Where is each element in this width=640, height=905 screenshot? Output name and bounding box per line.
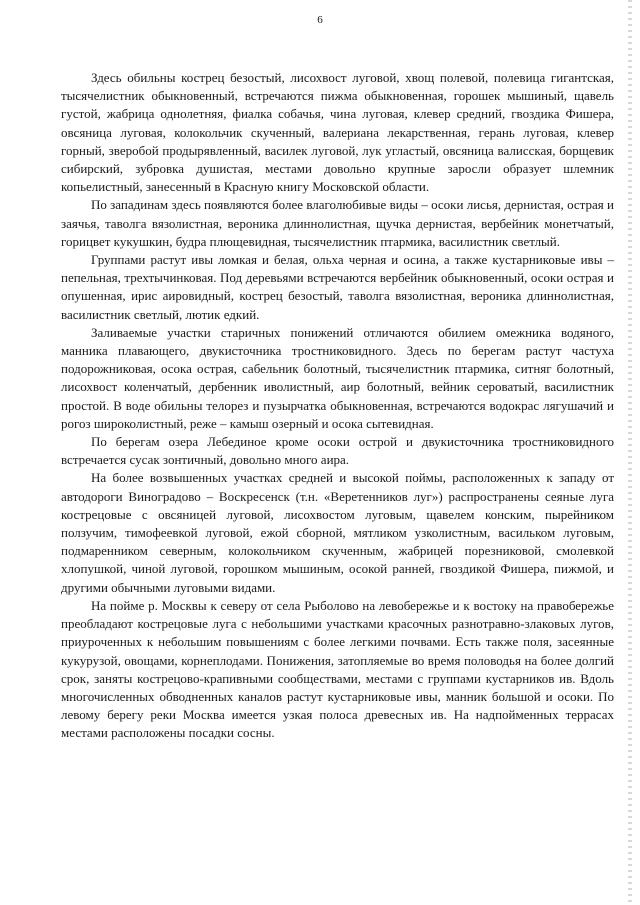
paragraph-meadow-species: Здесь обильны кострец безостый, лисохвост луговой, хвощ полевой, полевица гигантская, тысячелистник обыкновенный, встречаются пижма обыкновенная, горошек мышиный, щавель густой, жабрица однолетняя, фиалка собачья, чина луговая, клевер средний, гвоздика Фишера, овсяница луговая, колокольчик скученный, валериана лекарственная, герань луговая, клевер горный, зверобой продырявленный, василек луговой, лук угластый, овсяница валисская, борщевик сибирский, зубровка душистая, местами довольно крупные заросли образует шлемник копьелистный, занесенный в Красную книгу Московской области.: [61, 70, 614, 195]
paragraph-elevated-floodplain: На более возвышенных участках средней и высокой поймы, расположенных к западу от автодороги Виноградово – Воскресенск (т.н. «Веретенников луг») распространены сеяные луга кострецовые с овсяницей луговой, лисохвостом луговым, щавелем конским, пырейником ползучим, тимофеевкой луговой, ежой сборной, мятликом узколистным, васильком луговым, подмаренником северным, колокольчиком скученным, жабрицей порезниковой, смолевкой хлопушкой, чиной луговой, горошком мышиным, осокой ранней, гвоздикой Фишера, пижмой, и другими обычными луговыми видами.: [61, 470, 614, 595]
paragraph-willow-groups: Группами растут ивы ломкая и белая, ольха черная и осина, а также кустарниковые ивы – пепельная, трехтычинковая. Под деревьями встречаются вербейник обыкновенный, осоки острая и опушенная, ирис аировидный, кострец безостый, таволга вязолистная, вероника длиннолистная, василистник светлый, лютик едкий.: [61, 252, 614, 322]
scan-edge-mark: [628, 0, 632, 905]
paragraph-oxbow-areas: Заливаемые участки старичных понижений отличаются обилием омежника водяного, манника плавающего, двукисточника тростниковидного. Здесь по берегам растут частуха подорожниковая, осока острая, сабельник болотный, тысячелистник птармика, ситняг болотный, лисохвост коленчатый, дербенник иволистный, аир болотный, вейник сероватый, василистник простой. В воде обильны телорез и пузырчатка обыкновенная, встречаются водокрас лягушачий и рогоз широколистный, реже – камыш озерный и осока сытевидная.: [61, 324, 614, 431]
page-number: 6: [317, 14, 323, 26]
document-body: [61, 69, 614, 743]
paragraph-moscow-river-floodplain: На пойме р. Москвы к северу от села Рыболово на левобережье и к востоку на правобережье преобладают кострецовые луга с небольшими участками красочных разнотравно-злаковых лугов, приуроченных к небольшим повышениям с более легкими почвами. Есть также поля, засеянные кукурузой, овощами, корнеплодами. Понижения, затопляемые во время половодья на более долгий срок, заняты кострецово-крапивными сообществами, местами с группами кустарников ив. Вдоль многочисленных обводненных каналов растут кустарниковые ивы, манник большой и осоки. По левому берегу реки Москва имеется узкая полоса древесных ив. На надпойменных террасах местами расположены посадки сосны.: [61, 597, 614, 741]
paragraph-lake-lebedinoe: По берегам озера Лебединое кроме осоки острой и двукисточника тростниковидного встречается сусак зонтичный, довольно много аира.: [61, 434, 614, 468]
paragraph-depressions: По западинам здесь появляются более влаголюбивые виды – осоки лисья, дернистая, острая и заячья, таволга вязолистная, вероника длиннолистная, щучка дернистая, вербейник монетчатый, горицвет кукушкин, будра плющевидная, тысячелистник птармика, василистник светлый.: [61, 197, 614, 249]
